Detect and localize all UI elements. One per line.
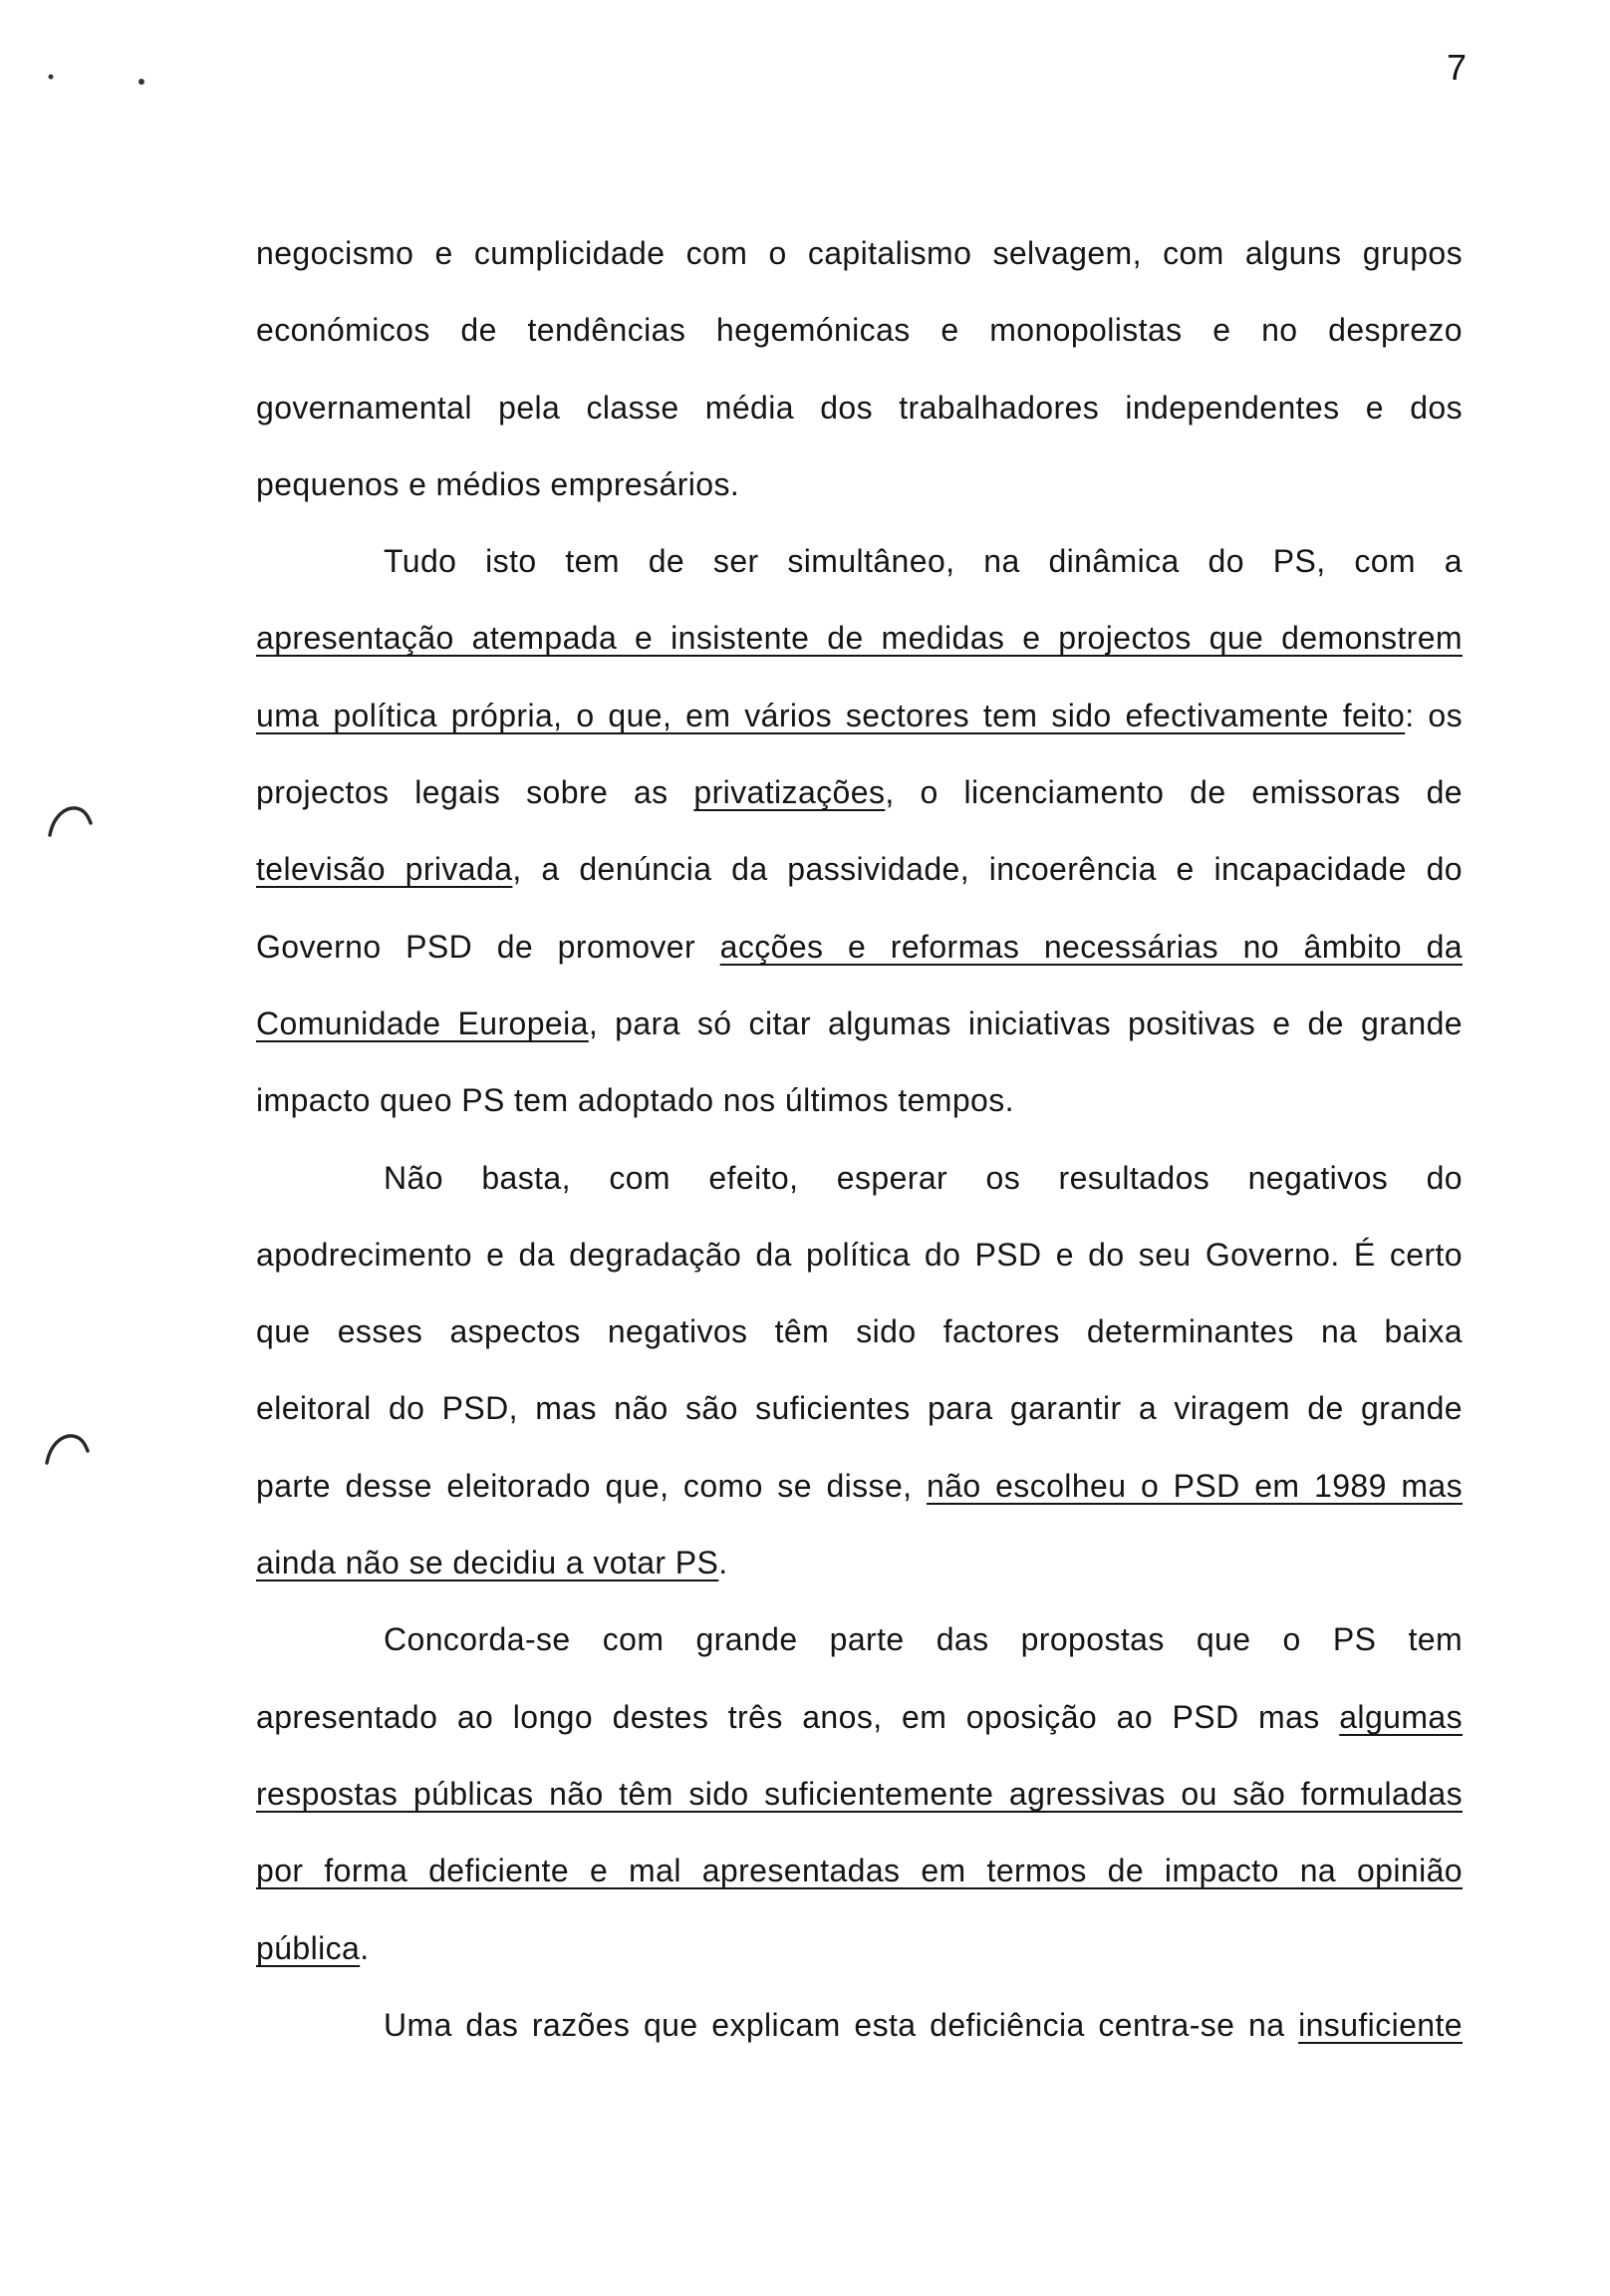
text-line xyxy=(256,215,1463,292)
text-line xyxy=(256,1448,1463,1525)
text-line xyxy=(256,1987,1463,2064)
text-segment: pequenos e médios empresários. xyxy=(256,465,740,502)
paragraph xyxy=(256,1987,1463,2064)
text-line xyxy=(256,754,1463,831)
text-line xyxy=(256,446,1463,523)
text-segment: que esses aspectos negativos têm sido factores determinantes na baixa xyxy=(256,1313,1463,1350)
underlined-text: apresentação atempada e insistente de medidas e projectos que demonstrem xyxy=(256,620,1463,657)
underlined-text: respostas públicas não têm sido suficientemente agressivas ou são formuladas xyxy=(256,1775,1463,1812)
text-line xyxy=(256,831,1463,908)
text-segment: Concorda-se com grande parte das propostas que o PS tem xyxy=(384,1621,1463,1658)
text-line xyxy=(256,1679,1463,1756)
text-line xyxy=(256,1062,1463,1139)
paragraph xyxy=(256,523,1463,1139)
text-line xyxy=(256,909,1463,986)
underlined-text: por forma deficiente e mal apresentadas em termos de impacto na opinião xyxy=(256,1853,1463,1889)
text-segment: governamental pela classe média dos trabalhadores independentes e dos xyxy=(256,389,1463,426)
underlined-text: uma política própria, o que, em vários sectores tem sido efectivamente feito xyxy=(256,697,1406,733)
text-segment: apresentado ao longo destes três anos, em oposição ao PSD mas xyxy=(256,1698,1340,1735)
underlined-text: Comunidade Europeia xyxy=(256,1004,589,1041)
text-line xyxy=(256,986,1463,1062)
text-line xyxy=(256,1833,1463,1909)
text-line xyxy=(256,292,1463,369)
text-line xyxy=(256,1756,1463,1833)
punch-hole-mark xyxy=(47,1436,88,1463)
paragraph xyxy=(256,1601,1463,1986)
text-segment: projectos legais sobre as xyxy=(256,774,694,811)
text-segment: Governo PSD de promover xyxy=(256,928,720,965)
text-segment: , a denúncia da passividade, incoerência e incapacidade do xyxy=(512,851,1463,888)
paragraph xyxy=(256,1140,1463,1602)
text-line xyxy=(256,600,1463,677)
text-segment: eleitoral do PSD, mas não são suficientes para garantir a viragem de grande xyxy=(256,1390,1463,1427)
underlined-text: pública xyxy=(256,1929,361,1966)
text-segment: apodrecimento e da degradação da política do PSD e do seu Governo. É certo xyxy=(256,1236,1463,1273)
text-line xyxy=(256,523,1463,600)
text-line xyxy=(256,1293,1463,1370)
punch-hole-mark xyxy=(50,808,91,835)
text-line xyxy=(256,1140,1463,1217)
text-line xyxy=(256,1370,1463,1447)
text-line xyxy=(256,1525,1463,1601)
paragraph xyxy=(256,215,1463,523)
text-segment: parte desse eleitorado que, como se disse, xyxy=(256,1467,927,1504)
text-segment: . xyxy=(718,1545,728,1581)
text-line xyxy=(256,370,1463,446)
text-line xyxy=(256,1910,1463,1987)
underlined-text: algumas xyxy=(1339,1698,1463,1735)
page-number: 7 xyxy=(1446,47,1467,88)
text-segment: , para só citar algumas iniciativas positivas e de grande xyxy=(588,1004,1463,1041)
scan-speck xyxy=(49,75,54,80)
text-segment: impacto queo PS tem adoptado nos últimos tempos. xyxy=(256,1082,1014,1119)
document-body xyxy=(256,215,1463,2064)
underlined-text: privatizações xyxy=(693,774,886,811)
underlined-text: não escolheu o PSD em 1989 mas xyxy=(926,1467,1463,1504)
text-line xyxy=(256,1217,1463,1293)
text-segment: Não basta, com efeito, esperar os resultados negativos do xyxy=(384,1159,1463,1196)
scan-speck xyxy=(138,79,144,85)
underlined-text: acções e reformas necessárias no âmbito da xyxy=(719,928,1463,965)
text-line xyxy=(256,1601,1463,1678)
text-segment: económicos de tendências hegemónicas e monopolistas e no desprezo xyxy=(256,312,1463,349)
underlined-text: televisão privada xyxy=(256,851,513,888)
text-segment: , o licenciamento de emissoras de xyxy=(885,774,1463,811)
text-segment: Uma das razões que explicam esta deficiência centra-se na xyxy=(384,2006,1299,2043)
text-segment: : os xyxy=(1405,697,1463,733)
scan-marks xyxy=(0,0,199,1495)
text-segment: Tudo isto tem de ser simultâneo, na dinâmica do PS, com a xyxy=(384,543,1463,580)
text-segment: . xyxy=(360,1929,370,1966)
underlined-text: insuficiente xyxy=(1298,2006,1463,2043)
underlined-text: ainda não se decidiu a votar PS xyxy=(256,1545,719,1581)
text-line xyxy=(256,678,1463,754)
text-segment: negocismo e cumplicidade com o capitalismo selvagem, com alguns grupos xyxy=(256,235,1463,271)
